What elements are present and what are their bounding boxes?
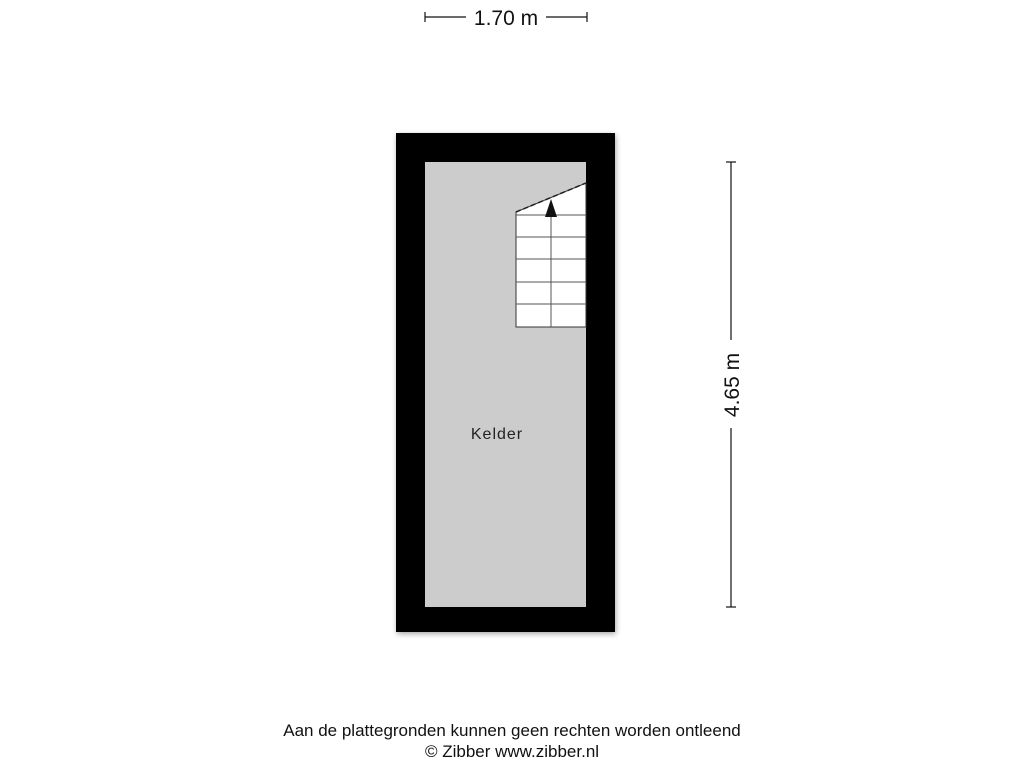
width-dimension-label: 1.70 m: [473, 7, 539, 30]
height-dimension: [721, 162, 744, 607]
disclaimer-text: Aan de plattegronden kunnen geen rechten worden ontleend: [283, 721, 741, 740]
copyright-text: © Zibber www.zibber.nl: [424, 742, 600, 761]
room-label-kelder: Kelder: [470, 426, 524, 443]
height-dimension-label: 4.65 m: [721, 352, 744, 418]
width-dimension: [425, 7, 587, 30]
